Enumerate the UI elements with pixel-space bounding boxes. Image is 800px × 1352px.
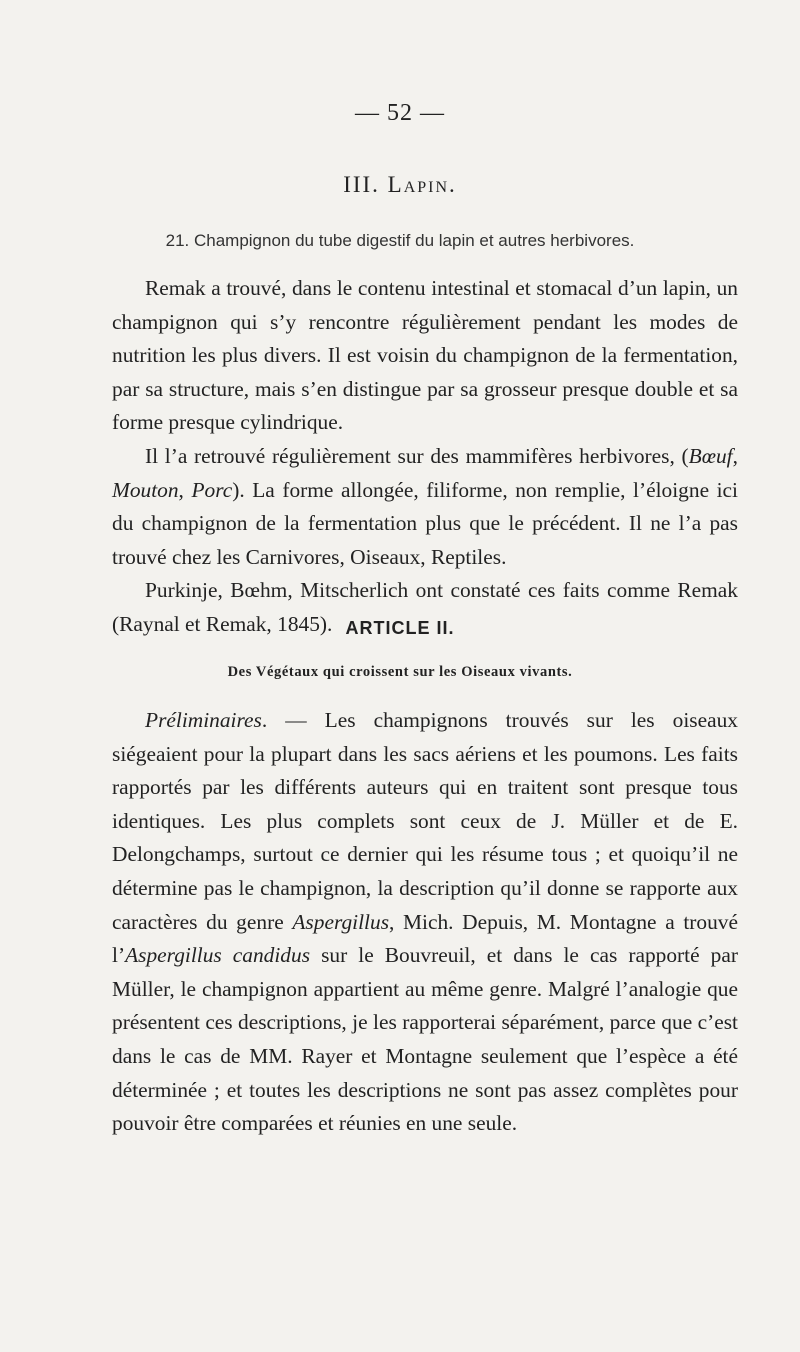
paragraph-remak-findings: Remak a trouvé, dans le contenu intestinal et stomacal d’un lapin, un champignon qui s’y rencontre régulièrement pendant les modes de nutrition les plus divers. Il est voisin du champignon de la fermentation, par sa structure, mais s’en distingue par sa grosseur presque double et sa forme presque cylindrique.	[112, 276, 738, 435]
paragraph-text: , Mich. Depuis, M. Montagne a trouvé l’	[112, 909, 739, 968]
lead-term: Préliminaires	[145, 708, 262, 732]
genus-name: Aspergillus	[292, 909, 390, 934]
article-subtitle: Des Végétaux qui croissent sur les Oiseaux vivants.	[227, 664, 573, 680]
paragraph-text: sur le Bouvreuil, et dans le cas rapporté par Müller, le champignon appartient au même genre. Malgré l’analogie que présentent ces descriptions, je les rapporterai séparément, parce que c’est dans le cas de MM. Rayer et Montagne seulement que l’espèce a été déterminée ; et toutes les descriptions ne sont pas assez complètes pour pouvoir être comparées et réunies en une seule.	[112, 943, 738, 1136]
animal-name: Porc	[191, 477, 233, 502]
paragraph-text: ). La forme allongée, filiforme, non remplie, l’éloigne ici du champignon de la fermentation plus que le précédent. Il ne l’a pas trouvé chez les Carnivores, Oiseaux, Reptiles.	[112, 477, 738, 569]
paragraph-herbivores	[112, 440, 738, 574]
paragraph-preliminaries	[112, 704, 738, 1141]
chapter-title	[0, 172, 800, 198]
page-number: — 52 —	[355, 100, 445, 126]
article-body	[112, 704, 738, 1141]
chapter-name: Lapin.	[387, 172, 457, 197]
paragraph-confirmation: Purkinje, Bœhm, Mitscherlich ont constaté ces faits comme Remak (Raynal et Remak, 1845).	[112, 578, 738, 636]
separator: ,	[178, 477, 192, 502]
paragraph-text: . — Les champignons trouvés sur les oiseaux siégeaient pour la plupart dans les sacs aériens et les poumons. Les faits rapportés par les différents auteurs qui en traitent sont presque tous identiques. Les plus complets sont ceux de J. Müller et de E. Delongchamps, surtout ce dernier qui les résume tous ; et quoiqu’il ne détermine pas le champignon, la description qu’il donne se rapporte aux caractères du genre	[112, 708, 738, 934]
article-title: ARTICLE II.	[345, 618, 455, 638]
section-heading: 21. Champignon du tube digestif du lapin et autres herbivores.	[165, 231, 635, 250]
species-name: Aspergillus candidus	[125, 943, 311, 968]
separator: ,	[732, 443, 738, 468]
chapter-number: III.	[343, 172, 380, 197]
animal-name: Bœuf	[688, 443, 733, 468]
paragraph-text: Il l’a retrouvé régulièrement sur des mammifères herbivores, (	[145, 443, 689, 468]
section-body	[112, 272, 738, 642]
animal-name: Mouton	[112, 477, 179, 502]
